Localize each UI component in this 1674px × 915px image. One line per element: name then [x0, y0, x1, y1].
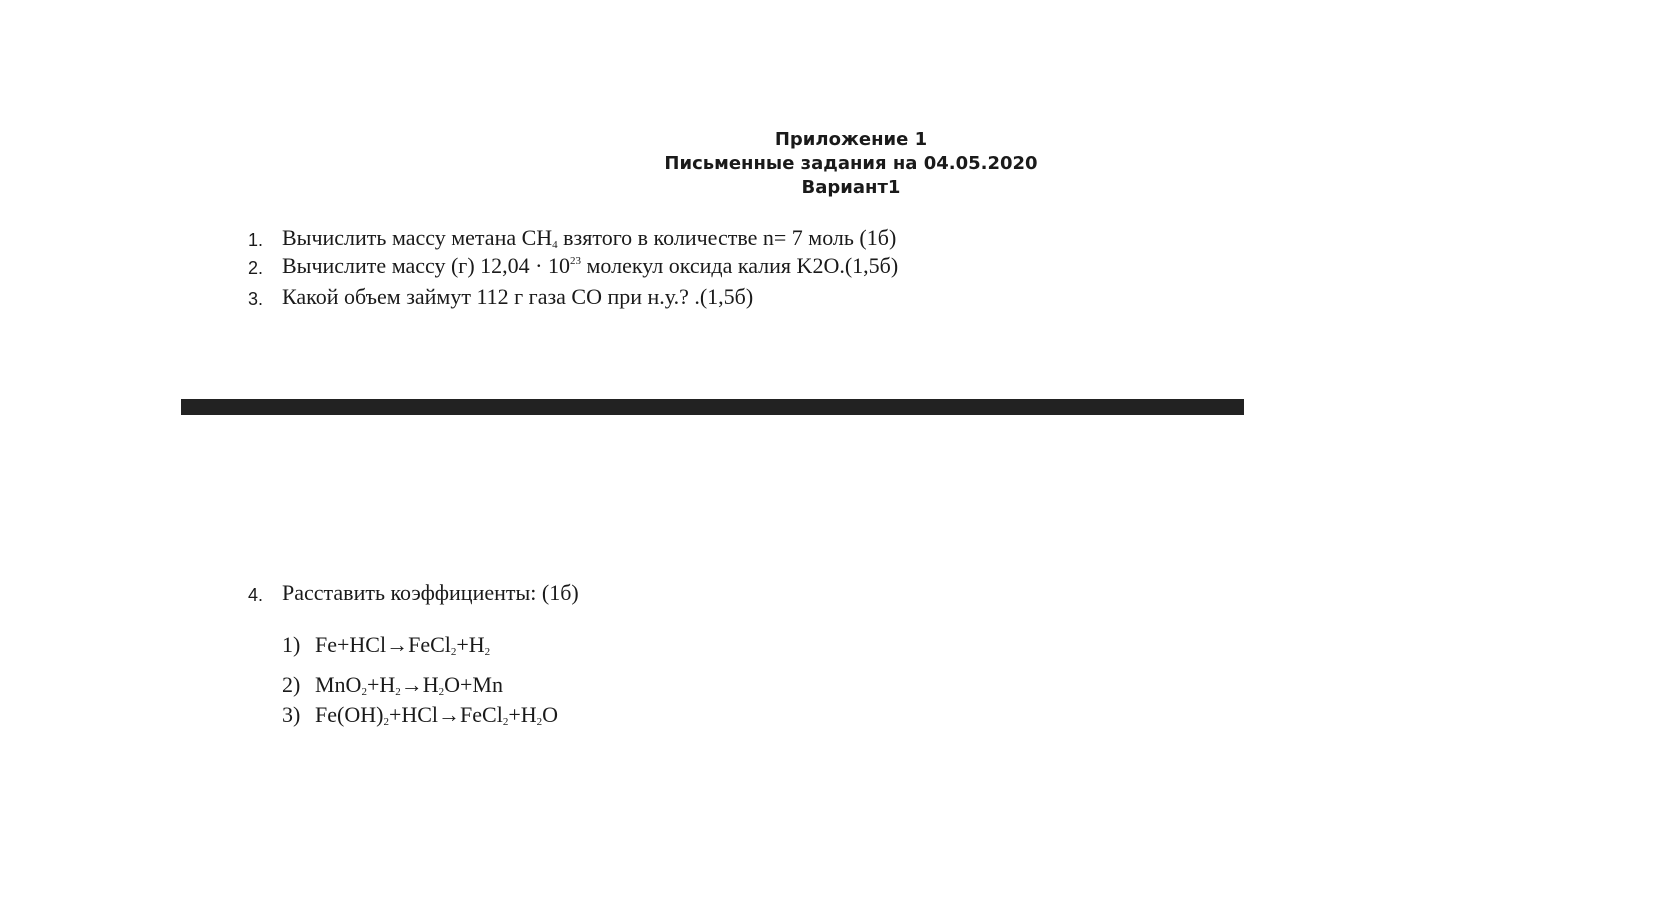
task-text: Какой объем займут 112 г газа CO при н.у.? .(1,5б) [282, 284, 754, 309]
equation-number: 1) [282, 632, 301, 657]
task-text: Вычислите массу (г) $12,04 \cdot 10^{23}$ молекул оксида калия K2O.(1,5б) [282, 253, 899, 278]
equation-text: $Fe+HCl\to FeCl_2+H_2$ [315, 632, 491, 658]
equation-number: 3) [282, 702, 301, 727]
task-number: 3. [248, 289, 264, 309]
equation-text: $MnO_2+H_2\to H_2O+Mn$ [315, 672, 503, 698]
task-number: 2. [248, 258, 264, 278]
redaction-bar [181, 399, 1244, 415]
task-text: Вычислить массу метана $CH_4$ взятого в количестве n= 7 моль (1б) [282, 225, 897, 251]
task-number: 4. [248, 585, 264, 605]
task-number: 1. [248, 230, 264, 250]
equation-number: 2) [282, 672, 301, 697]
document-header [0, 128, 1674, 200]
assignment-title: Письменные задания на 04.05.2020 [664, 153, 1038, 174]
variant-title: Вариант1 [801, 177, 901, 198]
task-text: Расставить коэффициенты: (1б) [282, 580, 579, 605]
equation-text: $Fe(OH)_2+HCl\to FeCl_2+H_2O$ [315, 702, 558, 728]
appendix-title: Приложение 1 [774, 129, 928, 150]
